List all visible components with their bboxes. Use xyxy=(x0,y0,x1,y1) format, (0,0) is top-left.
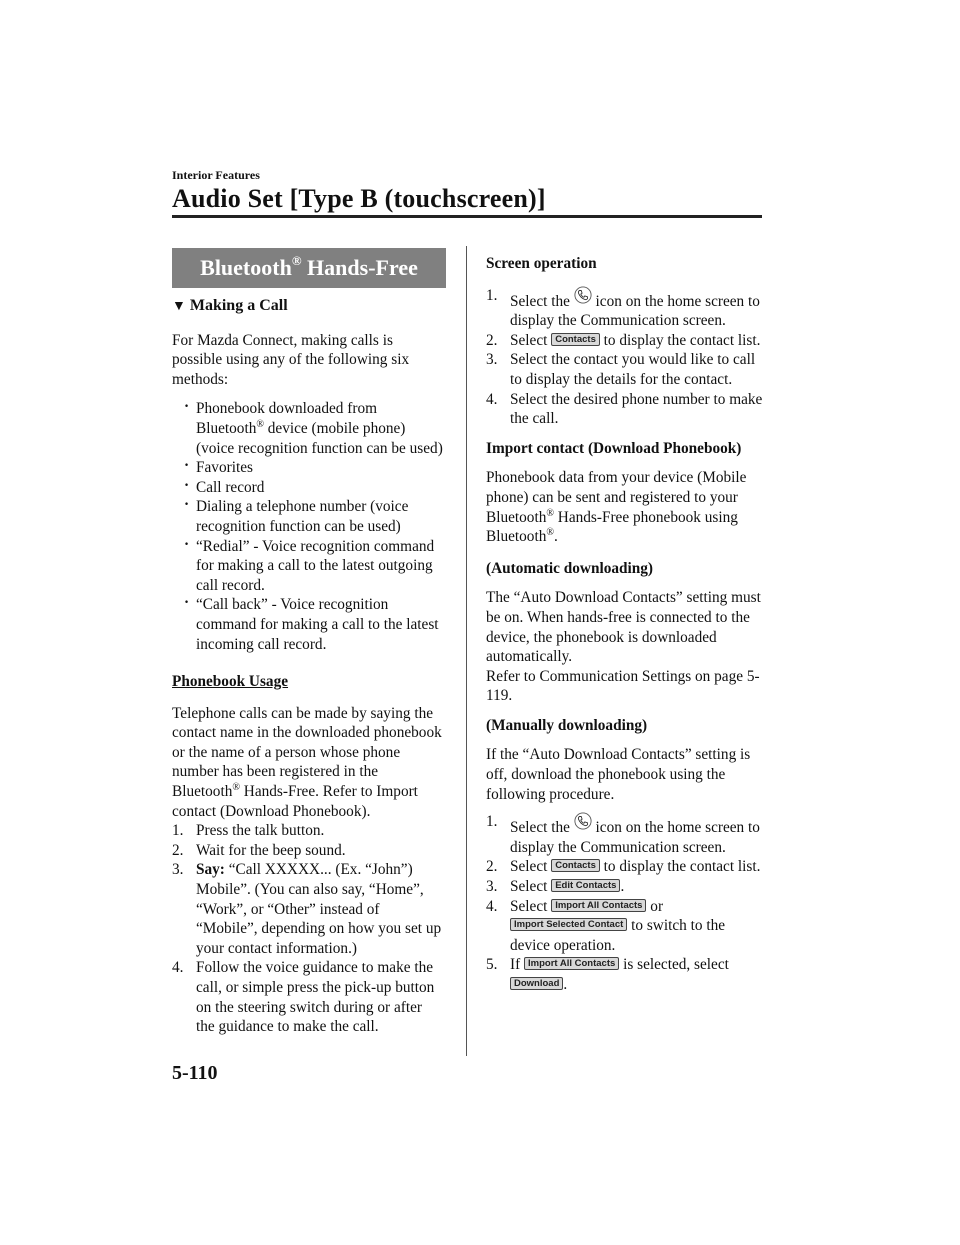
step-item: 2. Select Contacts to display the contact list. xyxy=(486,331,761,349)
automatic-downloading-heading: (Automatic downloading) xyxy=(486,559,654,577)
step-item: 3. Select the contact you would like to call to display the details for the contact. xyxy=(486,351,756,388)
page-title: Audio Set [Type B (touchscreen)] xyxy=(172,184,546,213)
automatic-downloading-reference: Refer to Communication Settings on page 5-119. xyxy=(486,667,760,705)
contacts-button: Contacts xyxy=(551,859,600,872)
call-steps xyxy=(172,821,444,1037)
intro-text: For Mazda Connect, making calls is possible using any of the following six methods: xyxy=(172,331,410,388)
import-text: Phonebook data from your device (Mobile phone) can be sent and registered to your Bluetooth® Hands-Free phonebook using Bluetooth®. xyxy=(486,469,747,546)
step-item: 3. Select Edit Contacts . xyxy=(486,878,625,896)
list-item: · Dialing a telephone number (voice recognition function can be used) xyxy=(184,497,444,536)
step-item: 4. Select Import All Contacts or Import Selected Contact to switch to the device operation. xyxy=(486,897,726,954)
step-item: 4. Select the desired phone number to make the call. xyxy=(486,390,763,428)
list-item: · “Call back” - Voice recognition command for making a call to the latest incoming call record. xyxy=(184,595,444,654)
automatic-downloading-text: The “Auto Download Contacts” setting must be on. When hands-free is connected to the device, the phonebook is downloaded automatically. xyxy=(486,589,761,666)
contacts-button: Contacts xyxy=(551,333,600,346)
step-item: 1. Press the talk button. xyxy=(172,822,325,840)
step-item: 2. Select Contacts to display the contact list. xyxy=(486,858,761,876)
step-item: 3. Say: “Call XXXXX... (Ex. “John”) Mobile”. (You can also say, “Home”, “Work”, or “Other” instead of “Mobile”, depending on how you set up your contact information.) xyxy=(172,861,442,957)
list-item: · Favorites xyxy=(184,458,444,478)
section-label: Interior Features xyxy=(172,168,260,182)
usage-text: Telephone calls can be made by saying the contact name in the downloaded phonebook or the name of a person whose phone number has been registered in the Bluetooth® Hands-Free. Refer to Import contact (Download Phonebook). xyxy=(172,704,442,820)
import-all-contacts-button: Import All Contacts xyxy=(551,899,646,912)
page-number: 5-110 xyxy=(172,1062,218,1084)
import-contact-heading: Import contact (Download Phonebook) xyxy=(486,439,742,457)
phone-icon xyxy=(574,286,592,304)
subheading-making-a-call: ▼ Making a Call xyxy=(172,297,288,314)
left-column xyxy=(172,296,444,1037)
column-divider xyxy=(466,246,467,1056)
import-selected-contact-button: Import Selected Contact xyxy=(510,918,627,931)
manual-downloading-heading: (Manually downloading) xyxy=(486,716,648,734)
manual-downloading-text: If the “Auto Download Contacts” setting is off, download the phonebook using the following procedure. xyxy=(486,746,751,803)
right-column xyxy=(486,254,764,995)
phonebook-usage-heading: Phonebook Usage xyxy=(172,673,289,691)
methods-list xyxy=(172,399,444,654)
download-button: Download xyxy=(510,977,563,990)
step-item: 1. Select the icon on the home screen to display the Communication screen. xyxy=(486,813,760,856)
screen-operation-heading: Screen operation xyxy=(486,255,597,272)
manual-steps xyxy=(486,812,764,994)
step-item: 1. Select the icon on the home screen to display the Communication screen. xyxy=(486,286,760,330)
title-rule xyxy=(172,215,762,218)
triangle-icon: ▼ xyxy=(172,299,186,314)
step-item: 2. Wait for the beep sound. xyxy=(172,841,346,859)
step-item: 4. Follow the voice guidance to make the call, or simple press the pick-up button on the steering switch during or after the guidance to make the call. xyxy=(172,959,435,1036)
step-item: 5. If Import All Contacts is selected, select Download . xyxy=(486,956,729,993)
phone-icon xyxy=(574,812,592,830)
list-item: · Phonebook downloaded from Bluetooth® device (mobile phone) (voice recognition function can be used) xyxy=(184,399,444,458)
screen-steps xyxy=(486,286,764,429)
list-item: · Call record xyxy=(184,478,444,498)
section-banner: Bluetooth® Hands-Free xyxy=(172,248,446,288)
list-item: · “Redial” - Voice recognition command for making a call to the latest outgoing call record. xyxy=(184,537,444,596)
import-all-contacts-button: Import All Contacts xyxy=(524,957,619,970)
edit-contacts-button: Edit Contacts xyxy=(551,879,620,892)
